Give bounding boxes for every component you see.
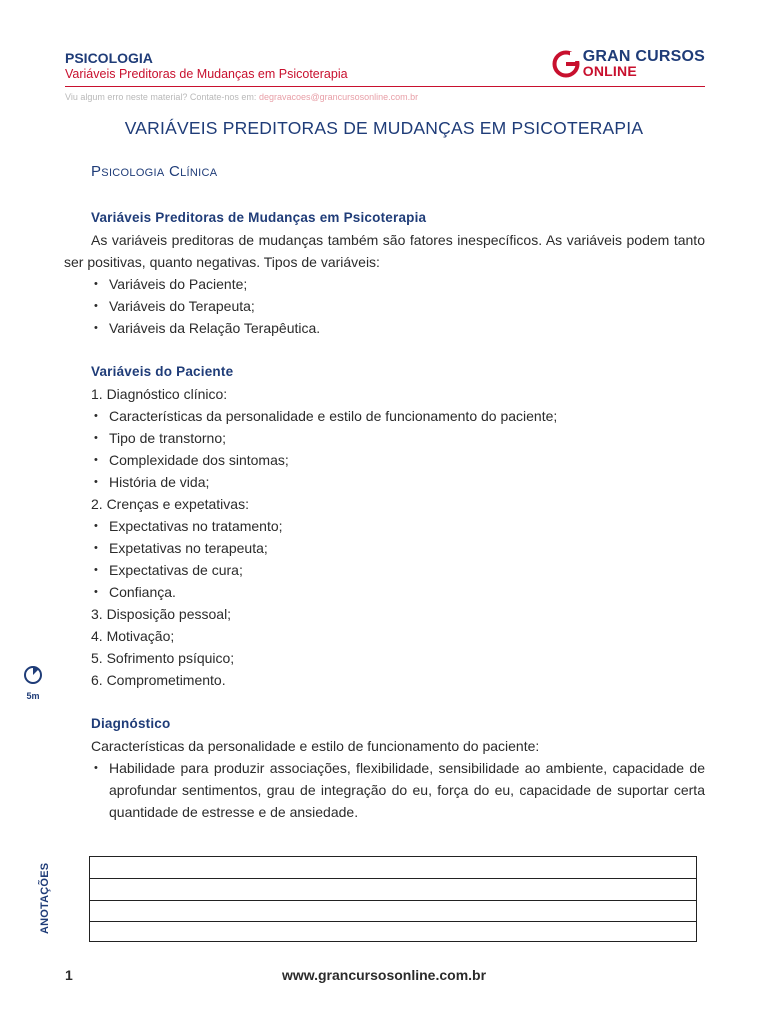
list-item: • Variáveis da Relação Terapêutica. (91, 317, 705, 339)
variable-types-list (91, 273, 705, 339)
notes-line (90, 878, 696, 879)
subheading-diagnostico: Diagnóstico (91, 716, 171, 731)
page-header (65, 50, 705, 90)
section-title: Psicologia Clínica (91, 163, 218, 180)
list-item: • Expectativas de cura; (91, 559, 705, 581)
list-item: • Confiança. (91, 581, 705, 603)
logo-text-gran: GRAN CURSOS (582, 48, 705, 65)
logo-text-online: ONLINE (582, 63, 637, 79)
list-item: • Expectativas no tratamento; (91, 515, 705, 537)
numbered-item: 2. Crenças e expetativas: (91, 496, 249, 512)
document-title: VARIÁVEIS PREDITORAS DE MUDANÇAS EM PSICOTERAPIA (124, 118, 644, 138)
numbered-item: 4. Motivação; (91, 628, 175, 644)
notice-email-link[interactable]: degravacoes@grancursosonline.com.br (258, 92, 419, 102)
list-item: • História de vida; (91, 471, 705, 493)
notes-label: ANOTAÇÕES (39, 862, 51, 934)
numbered-item: 3. Disposição pessoal; (91, 606, 232, 622)
list-item: • Variáveis do Terapeuta; (91, 295, 705, 317)
intro-paragraph (64, 229, 705, 273)
main-content (64, 207, 705, 823)
numbered-item: 1. Diagnóstico clínico: (91, 386, 228, 402)
list-item: • Características da personalidade e estilo de funcionamento do paciente; (91, 405, 705, 427)
notes-box[interactable] (89, 856, 697, 942)
list-item: • Habilidade para produzir associações, flexibilidade, sensibilidade ao ambiente, capacidade de aprofundar sentimentos, grau de integração do eu, força do eu, capacidade de suportar certa quantidade de estresse e de ansiedade. (91, 757, 705, 823)
timestamp-marker (23, 665, 43, 701)
list-item: • Complexidade dos sintomas; (91, 449, 705, 471)
timer-label: 5m (26, 691, 40, 701)
numbered-item: 6. Comprometimento. (91, 672, 226, 688)
logo-g-icon (552, 50, 580, 78)
numbered-item: 5. Sofrimento psíquico; (91, 650, 235, 666)
list-item: • Expetativas no terapeuta; (91, 537, 705, 559)
timer-icon (23, 665, 43, 685)
header-divider (65, 86, 705, 87)
diagnostic-line: Características da personalidade e estilo de funcionamento do paciente: (91, 738, 540, 754)
footer-url-link[interactable]: www.grancursosonline.com.br (281, 967, 487, 983)
notes-line (90, 921, 696, 922)
diagnostic-abilities-list (91, 757, 705, 823)
expectations-list (91, 515, 705, 603)
header-subject: PSICOLOGIA (65, 50, 153, 66)
page-number: 1 (65, 967, 73, 983)
subheading-variaveis-paciente: Variáveis do Paciente (91, 364, 234, 379)
diagnostic-list (91, 405, 705, 493)
list-item: • Tipo de transtorno; (91, 427, 705, 449)
gran-cursos-logo (552, 50, 705, 78)
error-notice (65, 92, 418, 102)
intro-paragraph-text: As variáveis preditoras de mudanças também são fatores inespecíficos. As variáveis podem tanto ser positivas, quanto negativas. Tipos de variáveis: (64, 232, 705, 270)
list-item: • Variáveis do Paciente; (91, 273, 705, 295)
subheading-variaveis-preditoras: Variáveis Preditoras de Mudanças em Psicoterapia (91, 210, 427, 225)
notes-line (90, 900, 696, 901)
notice-text: Viu algum erro neste material? Contate-nos em: (65, 92, 259, 102)
header-topic: Variáveis Preditoras de Mudanças em Psicoterapia (65, 67, 348, 81)
